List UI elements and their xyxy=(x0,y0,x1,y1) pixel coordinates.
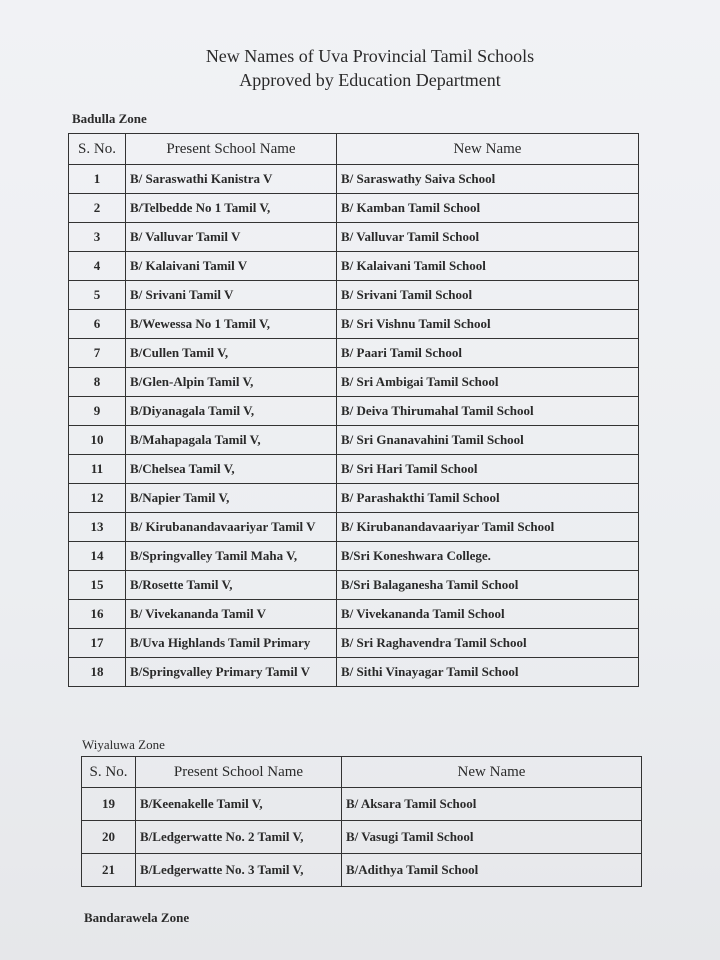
table-row xyxy=(69,600,639,629)
serial-number-cell: 18 xyxy=(69,658,126,687)
table-row xyxy=(69,513,639,542)
serial-number-cell: 19 xyxy=(82,788,136,821)
table-row xyxy=(69,339,639,368)
serial-number-cell: 12 xyxy=(69,484,126,513)
table-header-row xyxy=(69,134,639,165)
document-title-line-1: New Names of Uva Provincial Tamil Schools xyxy=(205,46,535,66)
present-name-cell: B/Uva Highlands Tamil Primary xyxy=(126,629,337,658)
present-name-cell: B/Mahapagala Tamil V, xyxy=(126,426,337,455)
new-name-cell: B/ Kalaivani Tamil School xyxy=(337,252,639,281)
table-row xyxy=(82,854,642,887)
present-name-cell: B/Telbedde No 1 Tamil V, xyxy=(126,194,337,223)
zone-heading-wiyaluwa: Wiyaluwa Zone xyxy=(82,737,165,752)
serial-number-cell: 20 xyxy=(82,821,136,854)
table-header-row xyxy=(82,757,642,788)
new-name-cell: B/ Kirubanandavaariyar Tamil School xyxy=(337,513,639,542)
present-name-cell: B/Chelsea Tamil V, xyxy=(126,455,337,484)
new-name-cell: B/Sri Balaganesha Tamil School xyxy=(337,571,639,600)
new-name-cell: B/ Saraswathy Saiva School xyxy=(337,165,639,194)
table-row xyxy=(69,484,639,513)
new-name-cell: B/ Sri Ambigai Tamil School xyxy=(337,368,639,397)
present-name-cell: B/Springvalley Primary Tamil V xyxy=(126,658,337,687)
serial-number-cell: 21 xyxy=(82,854,136,887)
table-row xyxy=(69,455,639,484)
table-row xyxy=(69,658,639,687)
new-name-cell: B/ Deiva Thirumahal Tamil School xyxy=(337,397,639,426)
new-name-cell: B/ Aksara Tamil School xyxy=(342,788,642,821)
new-name-cell: B/Sri Koneshwara College. xyxy=(337,542,639,571)
present-name-cell: B/ Saraswathi Kanistra V xyxy=(126,165,337,194)
serial-number-cell: 5 xyxy=(69,281,126,310)
serial-number-cell: 11 xyxy=(69,455,126,484)
serial-number-cell: 17 xyxy=(69,629,126,658)
badulla-zone-table xyxy=(68,133,639,687)
new-name-cell: B/ Parashakthi Tamil School xyxy=(337,484,639,513)
present-name-cell: B/Ledgerwatte No. 3 Tamil V, xyxy=(136,854,342,887)
table-row xyxy=(69,571,639,600)
table-row xyxy=(69,629,639,658)
new-name-cell: B/ Paari Tamil School xyxy=(337,339,639,368)
table-row xyxy=(69,426,639,455)
table-row xyxy=(69,165,639,194)
new-name-cell: B/ Sri Hari Tamil School xyxy=(337,455,639,484)
table-row xyxy=(69,542,639,571)
serial-number-cell: 4 xyxy=(69,252,126,281)
document-title-line-2: Approved by Education Department xyxy=(239,70,501,90)
table-row xyxy=(82,788,642,821)
present-name-cell: B/Diyanagala Tamil V, xyxy=(126,397,337,426)
table-row xyxy=(69,281,639,310)
present-name-cell: B/Keenakelle Tamil V, xyxy=(136,788,342,821)
present-name-cell: B/ Kirubanandavaariyar Tamil V xyxy=(126,513,337,542)
present-name-cell: B/ Srivani Tamil V xyxy=(126,281,337,310)
new-name-cell: B/ Valluvar Tamil School xyxy=(337,223,639,252)
zone-heading-bandarawela: Bandarawela Zone xyxy=(84,910,190,925)
column-header-sno: S. No. xyxy=(69,134,126,165)
new-name-cell: B/ Sithi Vinayagar Tamil School xyxy=(337,658,639,687)
wiyaluwa-zone-table xyxy=(81,756,642,887)
present-name-cell: B/Ledgerwatte No. 2 Tamil V, xyxy=(136,821,342,854)
serial-number-cell: 15 xyxy=(69,571,126,600)
table-row xyxy=(69,310,639,339)
serial-number-cell: 2 xyxy=(69,194,126,223)
table-row xyxy=(69,252,639,281)
table-row xyxy=(69,223,639,252)
column-header-new-name: New Name xyxy=(342,757,642,788)
serial-number-cell: 13 xyxy=(69,513,126,542)
table-row xyxy=(69,194,639,223)
serial-number-cell: 1 xyxy=(69,165,126,194)
new-name-cell: B/ Sri Gnanavahini Tamil School xyxy=(337,426,639,455)
present-name-cell: B/Wewessa No 1 Tamil V, xyxy=(126,310,337,339)
serial-number-cell: 16 xyxy=(69,600,126,629)
new-name-cell: B/Adithya Tamil School xyxy=(342,854,642,887)
column-header-present-name: Present School Name xyxy=(136,757,342,788)
new-name-cell: B/ Vivekananda Tamil School xyxy=(337,600,639,629)
new-name-cell: B/ Kamban Tamil School xyxy=(337,194,639,223)
present-name-cell: B/ Kalaivani Tamil V xyxy=(126,252,337,281)
zone-heading-badulla: Badulla Zone xyxy=(72,111,147,126)
column-header-present-name: Present School Name xyxy=(126,134,337,165)
table-row xyxy=(82,821,642,854)
table-row xyxy=(69,368,639,397)
present-name-cell: B/Cullen Tamil V, xyxy=(126,339,337,368)
present-name-cell: B/Rosette Tamil V, xyxy=(126,571,337,600)
column-header-sno: S. No. xyxy=(82,757,136,788)
serial-number-cell: 14 xyxy=(69,542,126,571)
column-header-new-name: New Name xyxy=(337,134,639,165)
new-name-cell: B/ Vasugi Tamil School xyxy=(342,821,642,854)
serial-number-cell: 3 xyxy=(69,223,126,252)
new-name-cell: B/ Sri Vishnu Tamil School xyxy=(337,310,639,339)
present-name-cell: B/ Valluvar Tamil V xyxy=(126,223,337,252)
serial-number-cell: 8 xyxy=(69,368,126,397)
present-name-cell: B/Napier Tamil V, xyxy=(126,484,337,513)
present-name-cell: B/ Vivekananda Tamil V xyxy=(126,600,337,629)
new-name-cell: B/ Sri Raghavendra Tamil School xyxy=(337,629,639,658)
serial-number-cell: 6 xyxy=(69,310,126,339)
serial-number-cell: 10 xyxy=(69,426,126,455)
table-row xyxy=(69,397,639,426)
serial-number-cell: 9 xyxy=(69,397,126,426)
new-name-cell: B/ Srivani Tamil School xyxy=(337,281,639,310)
serial-number-cell: 7 xyxy=(69,339,126,368)
present-name-cell: B/Glen-Alpin Tamil V, xyxy=(126,368,337,397)
present-name-cell: B/Springvalley Tamil Maha V, xyxy=(126,542,337,571)
